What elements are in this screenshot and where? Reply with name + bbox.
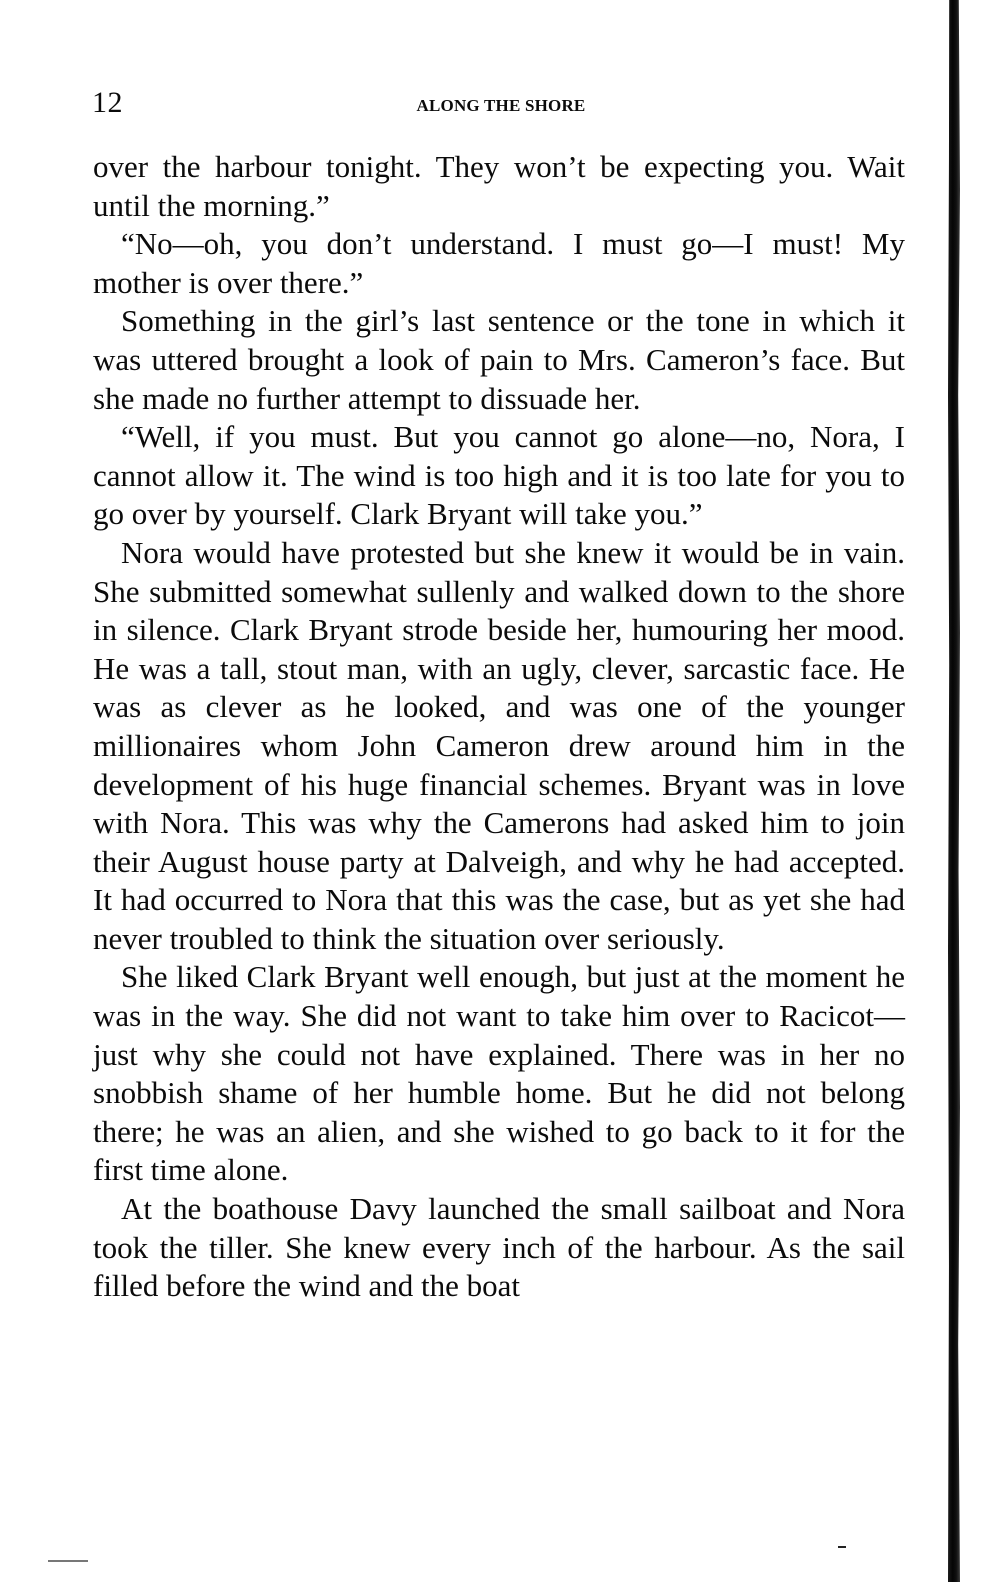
page-number: 12 xyxy=(92,86,123,119)
scan-speck xyxy=(48,1560,88,1562)
paragraph: Nora would have protested but she knew it would be in vain. She submitted somewhat sullenly and walked down to the shore in silence. Clark Bryant strode beside her, humouring her mood. He was a tall, stout man, with an ugly, clever, sarcastic face. He was as clever as he looked, and was one of the younger millionaires whom John Cameron drew around him in the development of his huge financial schemes. Bryant was in love with Nora. This was why the Camerons had asked him to join their August house party at Dalveigh, and why he had accepted. It had occurred to Nora that this was the case, but as yet she had never troubled to think the situation over seriously. xyxy=(93,534,905,956)
running-head xyxy=(92,86,910,126)
binding-shadow xyxy=(948,0,960,1582)
paragraph: Something in the girl’s last sentence or the tone in which it was uttered brought a look of pain to Mrs. Cameron’s face. But she made no further attempt to dissuade her. xyxy=(93,303,905,416)
body-text xyxy=(93,148,905,1306)
scan-speck xyxy=(838,1546,846,1548)
paragraph: over the harbour tonight. They won’t be expecting you. Wait until the morning.” xyxy=(93,149,905,223)
paragraph: She liked Clark Bryant well enough, but just at the moment he was in the way. She did not want to take him over to Racicot—just why she could not have explained. There was in her no snobbish shame of her humble home. But he did not belong there; he was an alien, and she wished to go back to it for the first time alone. xyxy=(93,959,905,1188)
paragraph: “No—oh, you don’t understand. I must go—I must! My mother is over there.” xyxy=(93,226,905,300)
paragraph: At the boathouse Davy launched the small sailboat and Nora took the tiller. She knew every inch of the harbour. As the sail filled before the wind and the boat xyxy=(93,1191,905,1304)
running-title: ALONG THE SHORE xyxy=(416,96,586,115)
paragraph: “Well, if you must. But you cannot go alone—no, Nora, I cannot allow it. The wind is too high and it is too late for you to go over by yourself. Clark Bryant will take you.” xyxy=(93,419,905,532)
